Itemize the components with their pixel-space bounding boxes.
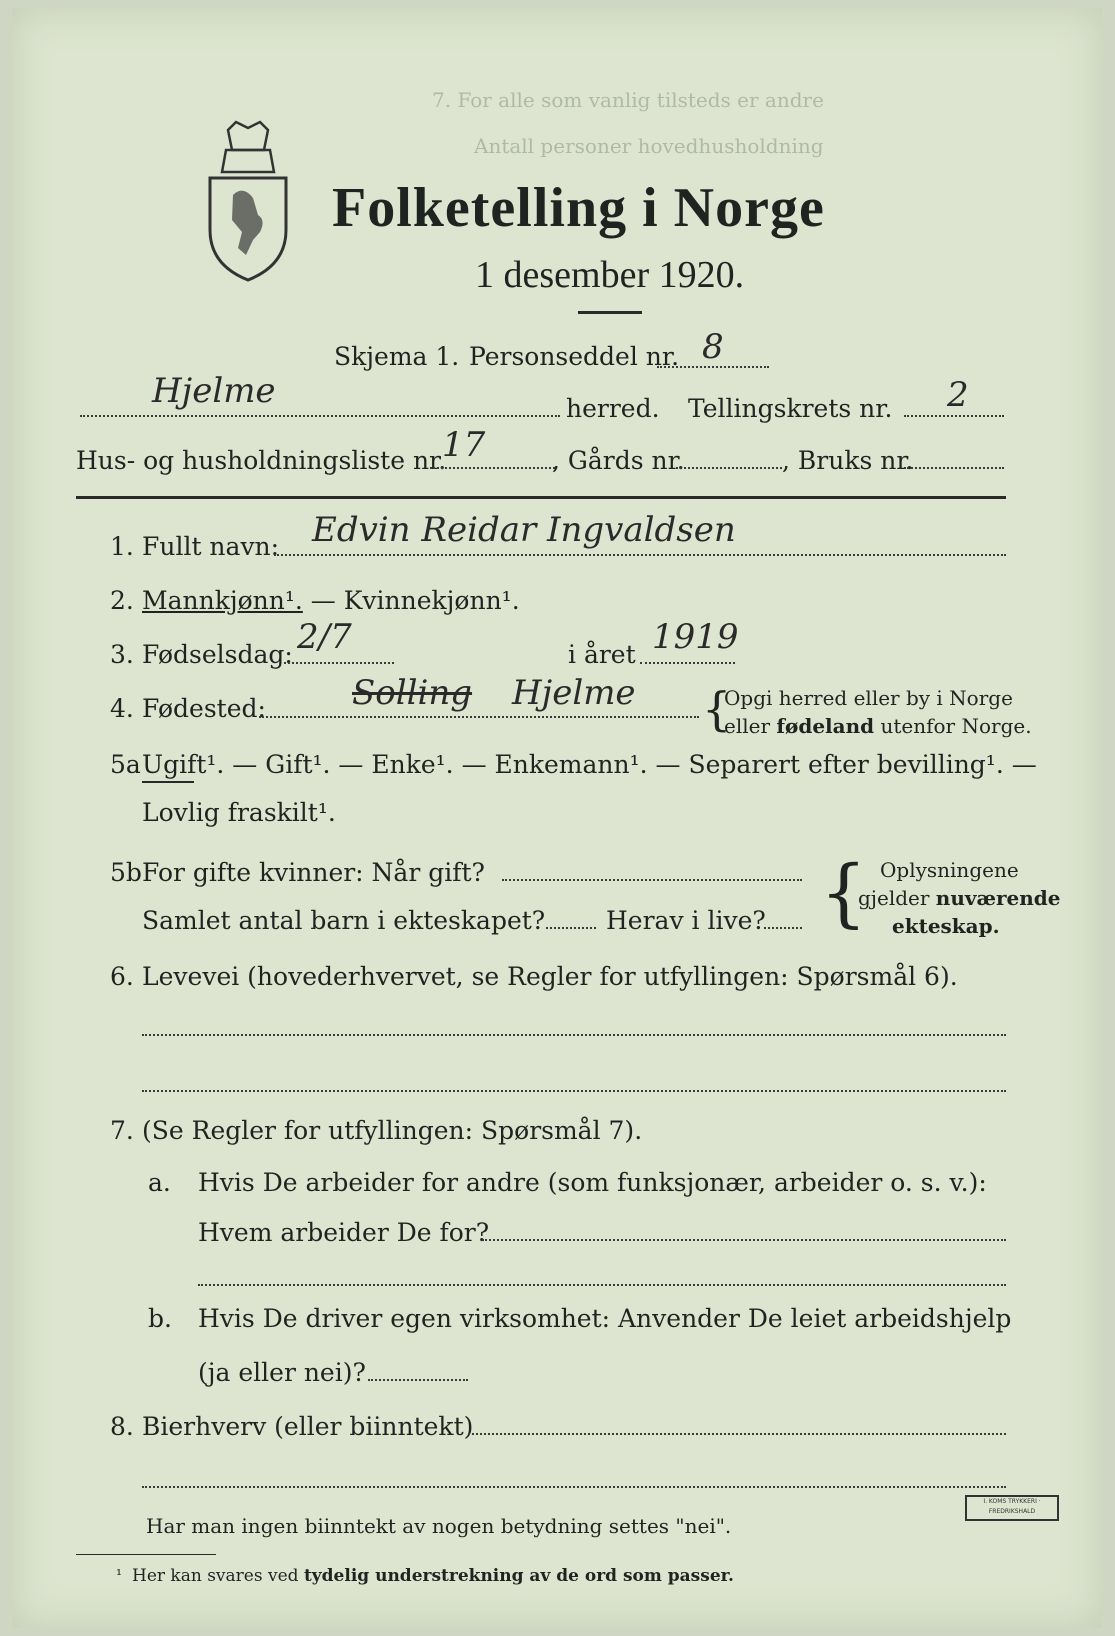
question-number: 7. [110, 1116, 134, 1145]
census-form-page [12, 8, 1102, 1628]
brace-left: { [702, 682, 732, 736]
tellingskrets-field[interactable] [904, 415, 1004, 417]
herred-value: Hjelme [152, 371, 276, 411]
footnote-marker: ¹ [116, 1566, 123, 1584]
q7-label: (Se Regler for utfyllingen: Spørsmål 7). [142, 1116, 643, 1145]
birthdate-value: 2/7 [297, 617, 352, 657]
occupation-field-line1[interactable] [142, 1034, 1006, 1036]
question-number: 1. [110, 532, 134, 561]
birthplace-note-line2 [724, 716, 1032, 736]
gender-female-option[interactable]: Kvinnekjønn¹. [343, 586, 520, 615]
gards-field[interactable] [676, 467, 782, 469]
title-divider [578, 311, 642, 314]
marital-status-options[interactable]: Ugift¹. — Gift¹. — Enke¹. — Enkemann¹. — Separert efter bevilling¹. — [142, 750, 1037, 779]
gender-options [142, 588, 520, 613]
when-married-field[interactable] [502, 879, 802, 881]
question-number: 5b [110, 858, 142, 887]
gender-male-option[interactable]: Mannkjønn¹. [142, 586, 303, 615]
note-text: utenfor Norge. [874, 714, 1032, 738]
printer-stamp: I. KOMS TRYKKERI · FREDRIKSHALD [965, 1495, 1059, 1521]
birthplace-field[interactable] [259, 716, 699, 718]
birth-year-label: i året [568, 640, 636, 669]
bruks-label: , Bruks nr. [782, 446, 914, 475]
footnote-rule [76, 1554, 216, 1555]
herred-label: herred. [566, 394, 660, 423]
birthplace-note-line1: Opgi herred eller by i Norge [724, 686, 1013, 710]
children-alive-field[interactable] [764, 927, 802, 929]
sub-question-letter: b. [148, 1304, 172, 1333]
marriage-note-line3: ekteskap. [892, 914, 1000, 938]
personseddel-value: 8 [702, 327, 724, 367]
question-number: 3. [110, 640, 134, 669]
note-text: eller [724, 714, 777, 738]
birthdate-field[interactable] [284, 662, 394, 664]
form-date: 1 desember 1920. [475, 254, 745, 296]
birth-year-field[interactable] [640, 662, 735, 664]
tellingskrets-value: 2 [947, 375, 969, 415]
sub-question-letter: a. [148, 1168, 171, 1197]
tellingskrets-label: Tellingskrets nr. [688, 394, 893, 423]
birth-year-value: 1919 [652, 617, 739, 657]
employer-label: Hvem arbeider De for? [198, 1218, 490, 1247]
question-number: 5a [110, 750, 141, 779]
question-number: 4. [110, 694, 134, 723]
marriage-note-line2 [858, 888, 1061, 908]
employer-field-line2[interactable] [198, 1284, 1006, 1286]
birthdate-label: Fødselsdag: [142, 640, 293, 669]
footnote-text [132, 1568, 734, 1585]
full-name-field[interactable] [274, 554, 1006, 556]
full-name-label: Fullt navn: [142, 532, 280, 561]
side-income-field-line2[interactable] [142, 1486, 1006, 1488]
header-rule [76, 496, 1006, 499]
full-name-value: Edvin Reidar Ingvaldsen [312, 510, 736, 550]
side-income-label: Bierhverv (eller biinntekt) [142, 1412, 474, 1441]
occupation-label: Levevei (hovederhvervet, se Regler for utfyllingen: Spørsmål 6). [142, 962, 958, 991]
question-number: 2. [110, 586, 134, 615]
employer-question: Hvis De arbeider for andre (som funksjonær, arbeider o. s. v.): [198, 1168, 987, 1197]
marriage-note-line1: Oplysningene [880, 858, 1019, 882]
brace-left: { [820, 850, 868, 936]
bleed-through-text: Antall personer hovedhusholdning [474, 134, 824, 158]
note-bold-text: nuværende [935, 886, 1061, 910]
husholdningsliste-value: 17 [442, 425, 486, 465]
bruks-field[interactable] [904, 467, 1004, 469]
bleed-through-text: 7. For alle som vanlig tilsteds er andre [432, 88, 824, 112]
marital-status-options-line2[interactable]: Lovlig fraskilt¹. [142, 798, 336, 827]
birthplace-label: Fødested: [142, 694, 266, 723]
coat-of-arms-icon [198, 120, 298, 285]
herred-field[interactable] [80, 415, 560, 417]
footnote-bold-text: tydelig understrekning av de ord som passer. [303, 1566, 734, 1586]
ugift-underline [142, 781, 194, 783]
children-alive-label: Herav i live? [606, 906, 766, 935]
hired-help-field[interactable] [368, 1379, 468, 1381]
self-employed-question: Hvis De driver egen virksomhet: Anvender De leiet arbeidshjelp [198, 1304, 1012, 1333]
personseddel-label: Personseddel nr. [469, 342, 680, 371]
footnote-plain-text: Her kan svares ved [132, 1566, 304, 1586]
gards-label: , Gårds nr. [552, 446, 685, 475]
form-title: Folketelling i Norge [332, 177, 825, 239]
children-total-label: Samlet antal barn i ekteskapet? [142, 906, 546, 935]
occupation-field-line2[interactable] [142, 1090, 1006, 1092]
employer-field[interactable] [482, 1239, 1006, 1241]
when-married-label: For gifte kvinner: Når gift? [142, 858, 485, 887]
hired-help-label: (ja eller nei)? [198, 1358, 366, 1387]
birthplace-value: Hjelme [512, 673, 636, 713]
question-number: 6. [110, 962, 134, 991]
question-number: 8. [110, 1412, 134, 1441]
note-text: gjelder [858, 886, 936, 910]
note-bold-text: fødeland [776, 714, 875, 738]
side-income-field[interactable] [468, 1433, 1006, 1435]
gender-separator: — [302, 586, 344, 615]
birthplace-struck-value: Solling [352, 673, 473, 713]
side-income-note: Har man ingen biinntekt av nogen betydning settes "nei". [146, 1514, 732, 1538]
husholdningsliste-label: Hus- og husholdningsliste nr. [76, 446, 447, 475]
children-total-field[interactable] [546, 927, 596, 929]
husholdningsliste-field[interactable] [430, 467, 555, 469]
schema-label: Skjema 1. [334, 342, 460, 371]
